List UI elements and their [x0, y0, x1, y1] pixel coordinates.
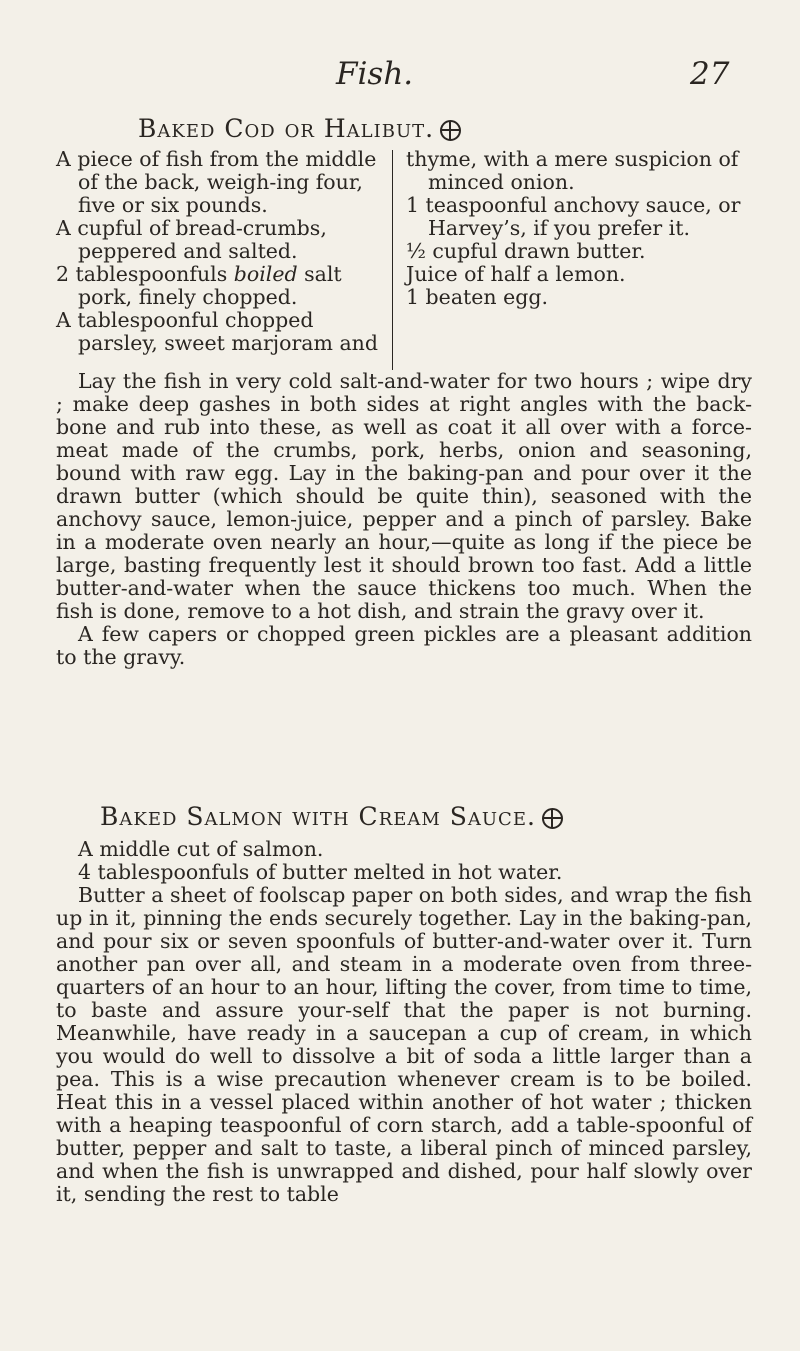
ingredient-columns	[56, 148, 752, 364]
ingredients-right-column	[406, 148, 752, 309]
ingredient-item: thyme, with a mere suspicion of minced onion.	[406, 147, 739, 194]
recipe-title-text: Baked Salmon with Cream Sauce.	[100, 802, 536, 831]
ingredient-text: salt pork, finely chopped.	[78, 262, 342, 309]
running-title: Fish.	[336, 56, 414, 92]
circled-cross-icon	[542, 808, 563, 829]
ingredient-item: 4 tablespoonfuls of butter melted in hot water.	[78, 860, 563, 884]
ingredient-item: Juice of half a lemon.	[406, 262, 626, 286]
ingredient-item: A middle cut of salmon.	[78, 837, 324, 861]
recipe-directions-baked-cod	[56, 370, 752, 669]
recipe-title-baked-cod	[138, 114, 461, 143]
ingredient-item: 1 teaspoonful anchovy sauce, or Harvey’s, if you prefer it.	[406, 193, 741, 240]
ingredient-item: A cupful of bread-crumbs, peppered and salted.	[56, 216, 327, 263]
ingredient-item: A tablespoonful chopped parsley, sweet marjoram and	[56, 308, 379, 355]
recipe-title-text: Baked Cod or Halibut.	[138, 114, 435, 143]
ingredient-emphasis: boiled	[233, 262, 298, 286]
page-number: 27	[690, 56, 730, 92]
running-head	[0, 56, 800, 96]
circled-cross-icon	[440, 120, 461, 141]
ingredients-left-column	[56, 148, 381, 355]
directions-paragraph: Lay the fish in very cold salt-and-water for two hours ; wipe dry ; make deep gashes in both sides at right angles with the back-bone and rub into these, as well as coat it all over with a force-meat made of the crumbs, pork, herbs, onion and seasoning, bound with raw egg. Lay in the baking-pan and pour over it the drawn butter (which should be quite thin), seasoned with the anchovy sauce, lemon-juice, pepper and a pinch of parsley. Bake in a moderate oven nearly an hour,—quite as long if the piece be large, basting frequently lest it should brown too fast. Add a little butter-and-water when the sauce thickens too much. When the fish is done, remove to a hot dish, and strain the gravy over it.	[56, 369, 752, 623]
column-rule	[392, 150, 393, 370]
ingredient-text: 2 tablespoonfuls	[56, 262, 234, 286]
ingredient-item: ½ cupful drawn butter.	[406, 239, 646, 263]
directions-paragraph: Butter a sheet of foolscap paper on both sides, and wrap the fish up in it, pinning the ends securely together. Lay in the baking-pan, and pour six or seven spoonfuls of butter-and-water over it. Turn another pan over all, and steam in a moderate oven from three-quarters of an hour to an hour, lifting the cover, from time to time, to baste and assure your-self that the paper is not burning. Meanwhile, have ready in a saucepan a cup of cream, in which you would do well to dissolve a bit of soda a little larger than a pea. This is a wise precaution whenever cream is to be boiled. Heat this in a vessel placed within another of hot water ; thicken with a heaping teaspoonful of corn starch, add a table-spoonful of butter, pepper and salt to taste, a liberal pinch of minced parsley, and when the fish is unwrapped and dished, pour half slowly over it, sending the rest to table	[56, 883, 752, 1206]
ingredient-item	[56, 263, 381, 309]
recipe-body-baked-salmon	[56, 838, 752, 1206]
directions-note: A few capers or chopped green pickles are a pleasant addition to the gravy.	[56, 622, 752, 669]
ingredient-item: 1 beaten egg.	[406, 285, 549, 309]
recipe-title-baked-salmon	[100, 802, 563, 831]
ingredient-item: A piece of fish from the middle of the back, weigh-ing four, five or six pounds.	[56, 147, 377, 217]
